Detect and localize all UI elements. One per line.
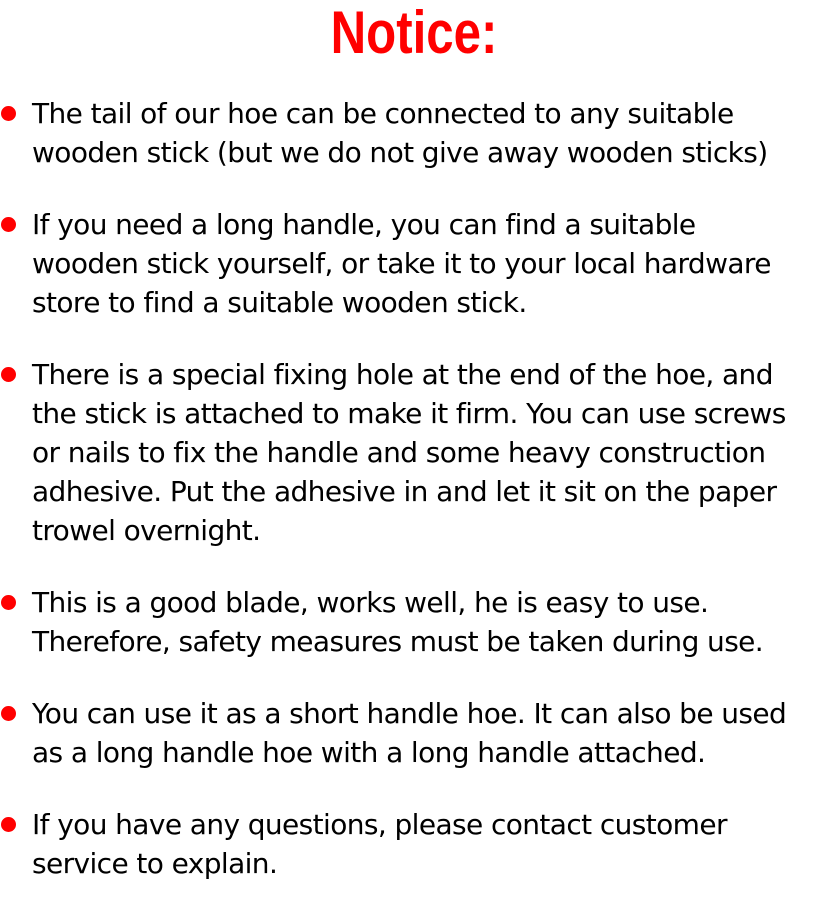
notice-title: Notice: [330, 0, 498, 66]
bullet-icon [1, 817, 16, 832]
bullet-icon [1, 706, 16, 721]
notice-item-5-line-1: You can use it as a short handle hoe. It can also be used [32, 697, 787, 730]
notice-item-6-line-1: If you have any questions, please contact customer [32, 808, 727, 841]
notice-item-2-line-3: store to find a suitable wooden stick. [32, 286, 527, 319]
notice-item-2-line-2: wooden stick yourself, or take it to your local hardware [32, 247, 771, 280]
notice-item-2 [0, 205, 828, 322]
notice-item-6-line-2: service to explain. [32, 847, 278, 880]
notice-item-4 [0, 583, 828, 661]
notice-item-3-line-1: There is a special fixing hole at the end of the hoe, and [32, 358, 773, 391]
notice-item-1-line-2: wooden stick (but we do not give away wooden sticks) [32, 136, 768, 169]
bullet-icon [1, 367, 16, 382]
notice-item-6 [0, 805, 828, 883]
notice-item-3-line-2: the stick is attached to make it firm. You can use screws [32, 397, 786, 430]
notice-item-3-line-4: adhesive. Put the adhesive in and let it sit on the paper [32, 475, 777, 508]
notice-item-3 [0, 355, 828, 550]
notice-item-4-line-2: Therefore, safety measures must be taken during use. [32, 625, 764, 658]
notice-item-1 [0, 94, 828, 172]
bullet-icon [1, 217, 16, 232]
notice-item-3-line-5: trowel overnight. [32, 514, 261, 547]
notice-item-1-line-1: The tail of our hoe can be connected to any suitable [32, 97, 734, 130]
notice-item-5-line-2: as a long handle hoe with a long handle attached. [32, 736, 706, 769]
notice-item-4-line-1: This is a good blade, works well, he is easy to use. [32, 586, 709, 619]
notice-list [0, 94, 828, 916]
notice-item-5 [0, 694, 828, 772]
bullet-icon [1, 106, 16, 121]
bullet-icon [1, 595, 16, 610]
notice-item-3-line-3: or nails to fix the handle and some heavy construction [32, 436, 766, 469]
notice-item-2-line-1: If you need a long handle, you can find a suitable [32, 208, 696, 241]
